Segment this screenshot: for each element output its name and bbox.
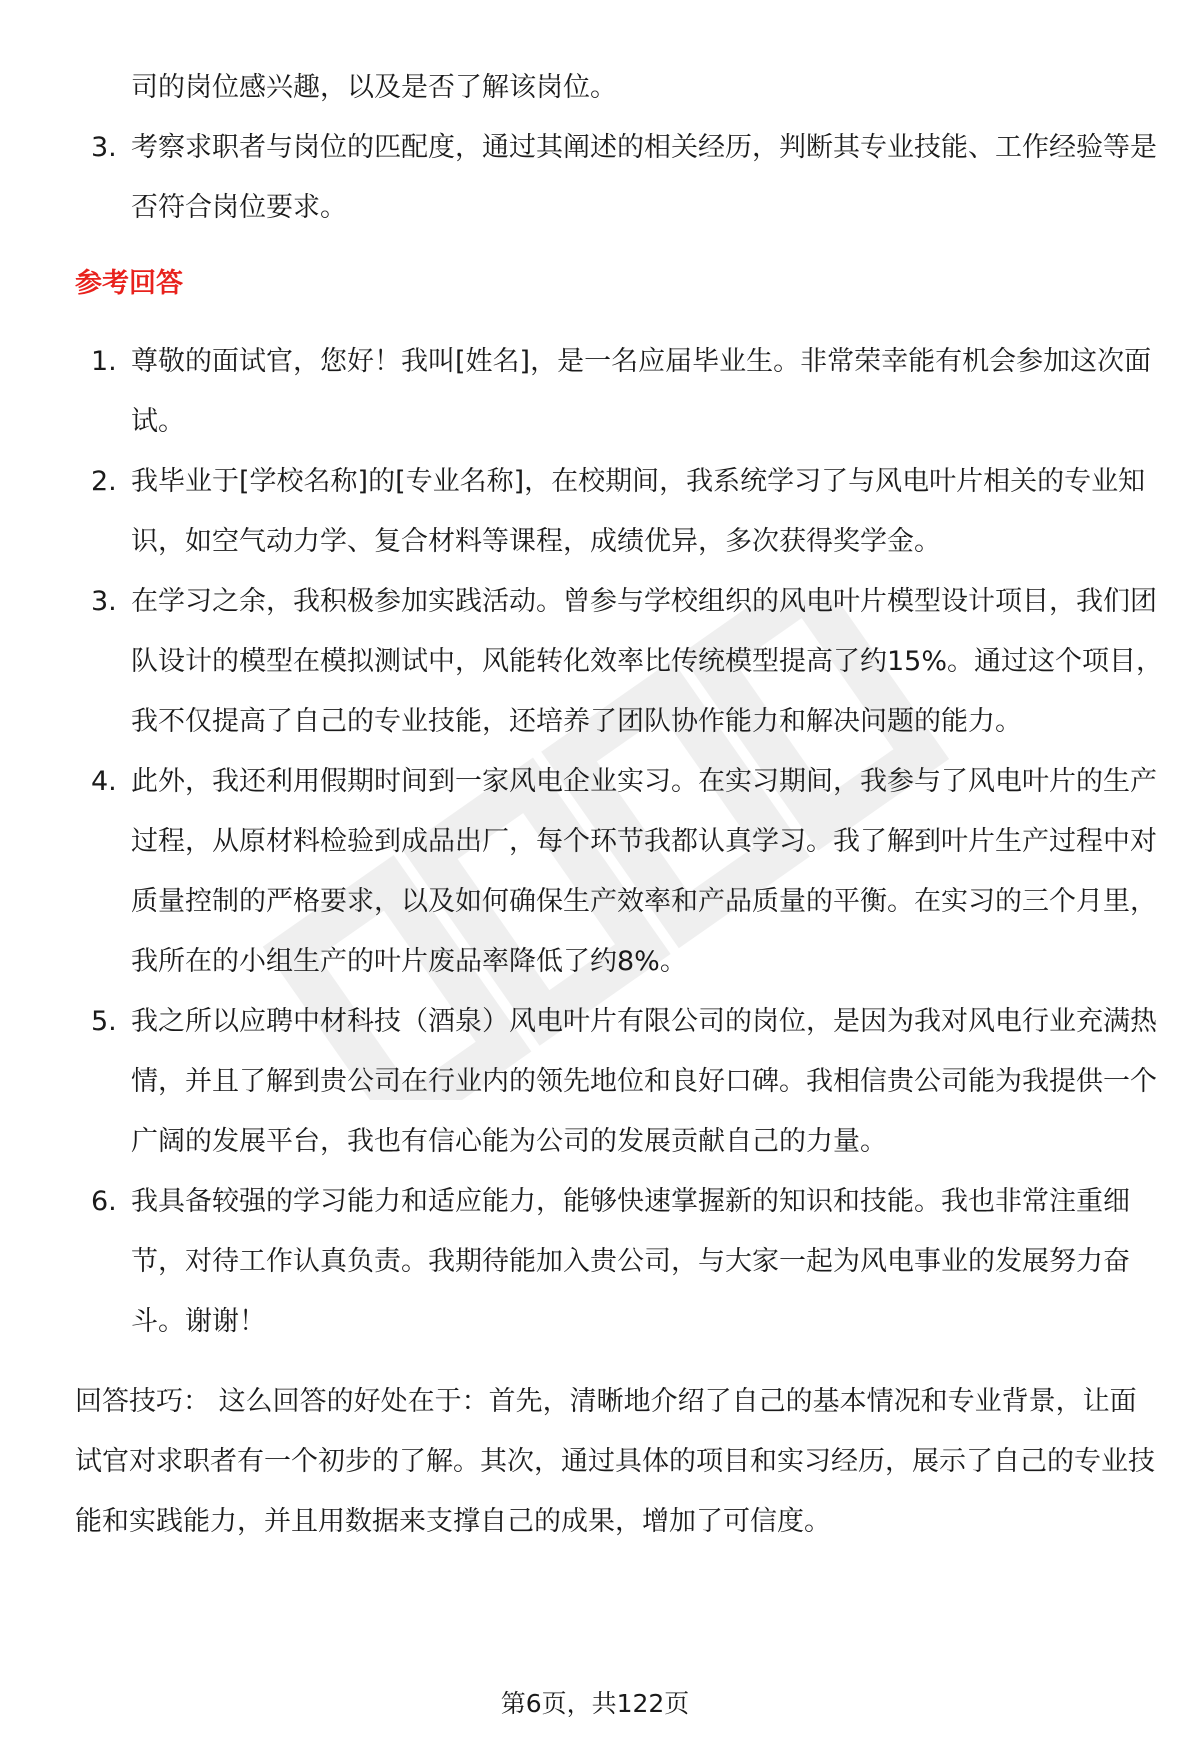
section-heading: 参考回答 bbox=[75, 268, 183, 299]
list-text: 我毕业于[学校名称]的[专业名称]，在校期间，我系统学习了与风电叶片相关的专业知识，如空气动力学、复合材料等课程，成绩优异，多次获得奖学金。 bbox=[131, 466, 1146, 557]
list-item bbox=[75, 992, 1165, 1172]
answer-list bbox=[75, 332, 1165, 1352]
list-number: 5. bbox=[91, 1006, 117, 1037]
list-item bbox=[75, 1172, 1165, 1352]
list-number: 6. bbox=[91, 1186, 117, 1217]
list-number: 4. bbox=[91, 766, 117, 797]
list-item bbox=[75, 572, 1165, 752]
list-item bbox=[75, 752, 1165, 992]
list-text: 考察求职者与岗位的匹配度，通过其阐述的相关经历，判断其专业技能、工作经验等是否符合岗位要求。 bbox=[131, 132, 1157, 223]
continuation-line: 司的岗位感兴趣，以及是否了解该岗位。 bbox=[131, 72, 617, 103]
answer-tips: 回答技巧： 这么回答的好处在于：首先，清晰地介绍了自己的基本情况和专业背景，让面试官对求职者有一个初步的了解。其次，通过具体的项目和实习经历，展示了自己的专业技能和实践能力，并且用数据来支撑自己的成果，增加了可信度。 bbox=[75, 1386, 1155, 1537]
list-number: 2. bbox=[91, 466, 117, 497]
list-item bbox=[75, 118, 1165, 238]
list-text: 此外，我还利用假期时间到一家风电企业实习。在实习期间，我参与了风电叶片的生产过程，从原材料检验到成品出厂，每个环节我都认真学习。我了解到叶片生产过程中对质量控制的严格要求，以及如何确保生产效率和产品质量的平衡。在实习的三个月里，我所在的小组生产的叶片废品率降低了约8%。 bbox=[131, 766, 1157, 977]
list-number: 3. bbox=[91, 586, 117, 617]
list-text: 我之所以应聘中材科技（酒泉）风电叶片有限公司的岗位，是因为我对风电行业充满热情，并且了解到贵公司在行业内的领先地位和良好口碑。我相信贵公司能为我提供一个广阔的发展平台，我也有信心能为公司的发展贡献自己的力量。 bbox=[131, 1006, 1157, 1157]
list-number: 1. bbox=[91, 346, 117, 377]
list-text: 尊敬的面试官，您好！我叫[姓名]，是一名应届毕业生。非常荣幸能有机会参加这次面试。 bbox=[131, 346, 1152, 437]
document-body bbox=[75, 58, 1165, 1579]
list-item bbox=[75, 332, 1165, 452]
list-number: 3. bbox=[91, 132, 117, 163]
list-item bbox=[75, 452, 1165, 572]
list-text: 在学习之余，我积极参加实践活动。曾参与学校组织的风电叶片模型设计项目，我们团队设计的模型在模拟测试中，风能转化效率比传统模型提高了约15%。通过这个项目，我不仅提高了自己的专业技能，还培养了团队协作能力和解决问题的能力。 bbox=[131, 586, 1164, 737]
page-footer: 第6页，共122页 bbox=[500, 1689, 690, 1718]
criteria-list bbox=[75, 118, 1165, 238]
list-text: 我具备较强的学习能力和适应能力，能够快速掌握新的知识和技能。我也非常注重细节，对待工作认真负责。我期待能加入贵公司，与大家一起为风电事业的发展努力奋斗。谢谢！ bbox=[131, 1186, 1130, 1337]
